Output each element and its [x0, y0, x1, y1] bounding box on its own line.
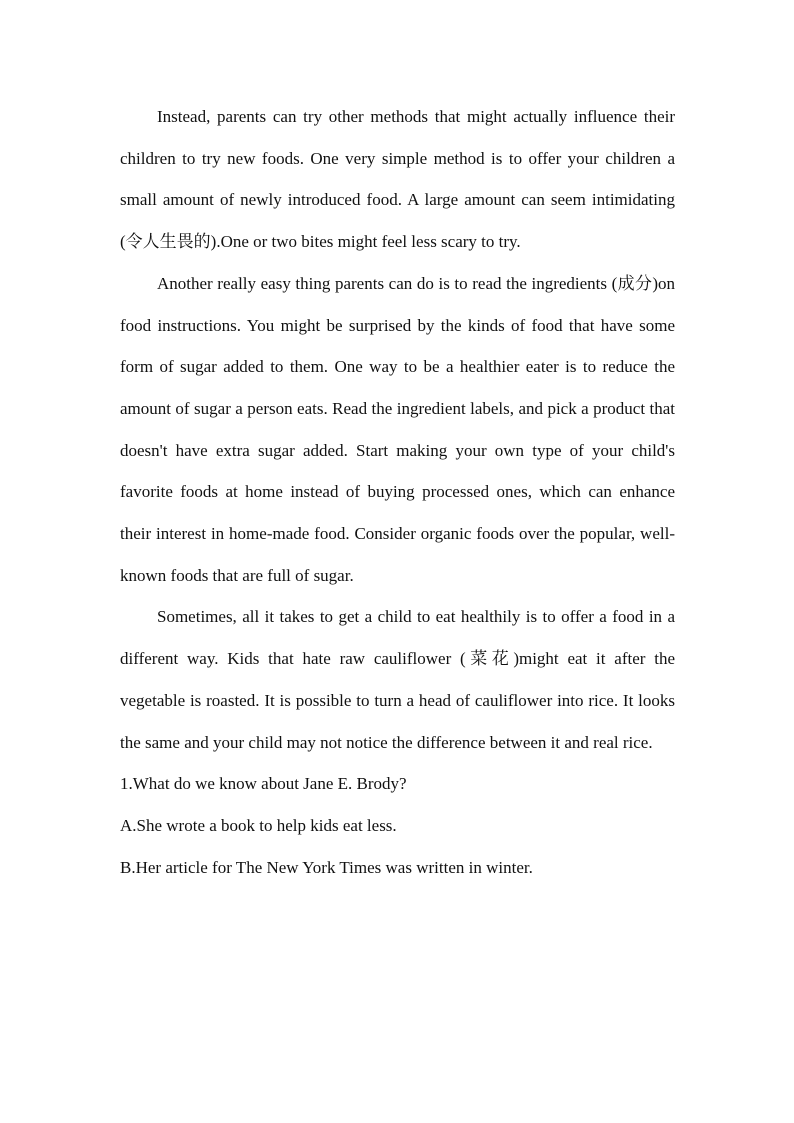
paragraph-3: Sometimes, all it takes to get a child to eat healthily is to offer a food in a different way. Kids that hate raw cauliflower (菜花)might eat it after the vegetable is roasted. It is possible to turn a head of cauliflower into rice. It looks the same and your child may not notice the difference between it and real rice.: [120, 607, 675, 752]
document-body: [120, 96, 675, 888]
option-a: A.She wrote a book to help kids eat less.: [120, 815, 397, 835]
option-b: B.Her article for The New York Times was written in winter.: [120, 857, 533, 877]
question-stem: 1.What do we know about Jane E. Brody?: [120, 774, 407, 794]
paragraph-2: Another really easy thing parents can do is to read the ingredients (成分)on food instructions. You might be surprised by the kinds of food that have some form of sugar added to them. One way to be a healthier eater is to reduce the amount of sugar a person eats. Read the ingredient labels, and pick a product that doesn't have extra sugar added. Start making your own type of your child's favorite foods at home instead of buying processed ones, which can enhance their interest in home-made food. Consider organic foods over the popular, well-known foods that are full of sugar.: [120, 273, 675, 585]
paragraph-1: Instead, parents can try other methods that might actually influence their children to try new foods. One very simple method is to offer your children a small amount of newly introduced food. A large amount can seem intimidating (令人生畏的).One or two bites might feel less scary to try.: [120, 107, 675, 252]
